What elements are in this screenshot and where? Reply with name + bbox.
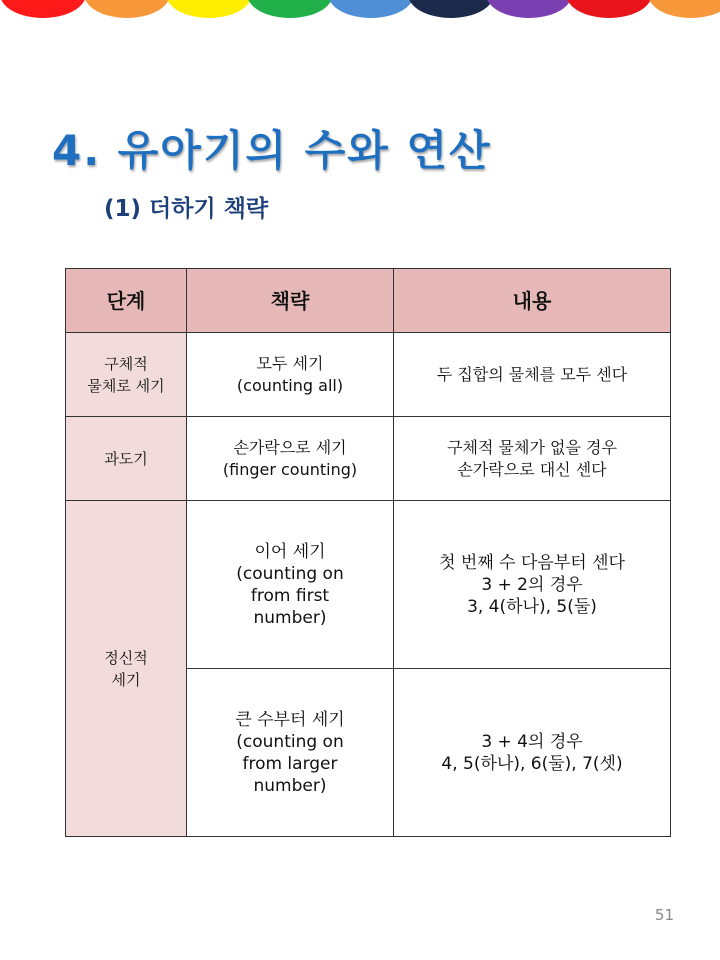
content-text: 손가락으로 대신 센다 <box>457 459 607 479</box>
decoration-dot <box>166 0 252 18</box>
strategy-text: 큰 수부터 세기 <box>235 709 345 730</box>
stage-text: 세기 <box>111 670 141 689</box>
stage-cell <box>66 501 187 837</box>
header-stage: 단계 <box>66 269 187 333</box>
section-subtitle: (1) 더하기 책략 <box>104 196 269 222</box>
strategy-cell <box>187 501 394 669</box>
table-header-row <box>66 269 671 333</box>
strategy-text: (counting on <box>236 731 344 752</box>
decoration-dot <box>486 0 572 18</box>
content-cell <box>394 417 671 501</box>
content-text: 3 + 4의 경우 <box>481 731 583 752</box>
decoration-dot <box>566 0 652 18</box>
stage-cell <box>66 333 187 417</box>
strategy-text: number) <box>253 775 327 796</box>
decoration-dot <box>328 0 414 18</box>
table-row <box>66 501 671 669</box>
table-row <box>66 333 671 417</box>
strategy-text: 이어 세기 <box>254 541 326 562</box>
header-strategy: 책략 <box>187 269 394 333</box>
strategy-text: (counting on <box>236 563 344 584</box>
strategy-text: from larger <box>242 753 338 774</box>
content-text: 구체적 물체가 없을 경우 <box>447 437 617 457</box>
strategy-text: 손가락으로 세기 <box>233 437 347 457</box>
content-text: 3 + 2의 경우 <box>481 574 583 595</box>
decoration-dot <box>84 0 170 18</box>
content-text: 두 집합의 물체를 모두 센다 <box>436 364 628 384</box>
page-number: 51 <box>654 906 674 924</box>
decoration-dot <box>648 0 720 18</box>
stage-text: 물체로 세기 <box>87 376 165 395</box>
decoration-dot <box>408 0 494 18</box>
strategy-text: from first <box>250 585 330 606</box>
strategy-cell <box>187 669 394 837</box>
table-row <box>66 417 671 501</box>
stage-text: 정신적 <box>104 648 148 667</box>
stage-text: 구체적 <box>104 354 148 373</box>
content-text: 3, 4(하나), 5(둘) <box>467 596 597 617</box>
strategy-cell <box>187 417 394 501</box>
content-cell <box>394 669 671 837</box>
strategy-table <box>65 268 671 837</box>
decoration-dot <box>247 0 333 18</box>
strategy-text: number) <box>253 607 327 628</box>
header-content: 내용 <box>394 269 671 333</box>
rainbow-decoration <box>0 0 720 20</box>
strategy-text: 모두 세기 <box>256 353 324 373</box>
strategy-text: (counting all) <box>236 375 344 395</box>
content-cell <box>394 333 671 417</box>
strategy-text: (finger counting) <box>222 459 358 479</box>
stage-cell <box>66 417 187 501</box>
content-text: 첫 번째 수 다음부터 센다 <box>439 552 625 573</box>
strategy-cell <box>187 333 394 417</box>
content-cell <box>394 501 671 669</box>
stage-text: 과도기 <box>104 449 148 468</box>
decoration-dot <box>0 0 86 18</box>
page-title: 4. 유아기의 수와 연산 <box>52 126 492 175</box>
content-text: 4, 5(하나), 6(둘), 7(셋) <box>441 753 623 774</box>
